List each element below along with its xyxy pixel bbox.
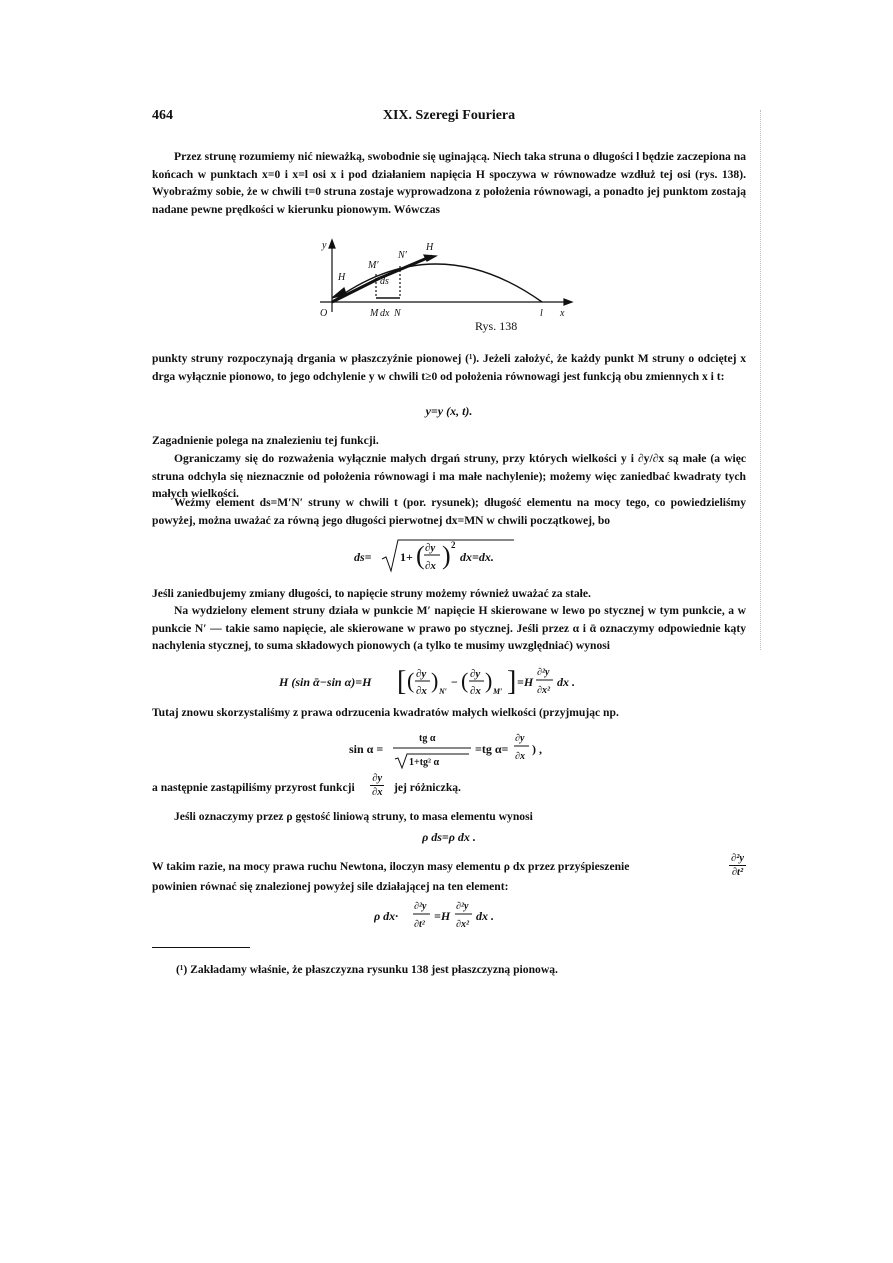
svg-text:∂t²: ∂t²: [414, 919, 425, 930]
paragraph-11: [152, 852, 746, 896]
paragraph-11-start: W takim razie, na mocy prawa ruchu Newtona, iloczyn masy elementu ρ dx przez przyśpieszenie: [152, 860, 630, 873]
svg-text:∂y: ∂y: [470, 668, 481, 680]
equation-sin-alpha-graphic: [349, 729, 549, 771]
svg-text:ds=: ds=: [354, 550, 372, 564]
label-ds: ds: [380, 276, 389, 287]
x-axis-arrow: [564, 299, 572, 305]
paragraph-5: Weźmy element ds=M′N′ struny w chwili t (por. rysunek); długość elementu na mocy tego, co powiedzieliśmy powyżej, można uważać za równą jego długości pierwotnej dx=MN w chwili początkowej, bo: [152, 496, 746, 527]
label-N: N: [394, 308, 401, 318]
svg-text:ρ dx·: ρ dx·: [374, 909, 399, 923]
label-H-left: H: [338, 272, 346, 283]
svg-text:tg α: tg α: [419, 733, 436, 744]
svg-text:=H: =H: [517, 675, 534, 689]
label-M: M: [370, 308, 379, 318]
svg-text:∂y: ∂y: [515, 733, 525, 744]
paragraph-11-end: powinien równać się znalezionej powyżej sile działającej na ten element:: [152, 880, 509, 893]
svg-text:∂x²: ∂x²: [456, 919, 469, 930]
fraction-dy-dx: ∂y ∂x: [372, 773, 383, 798]
footnote: (¹) Zakładamy właśnie, że płaszczyzna rysunku 138 jest płaszczyzną pionową.: [176, 963, 558, 976]
svg-text:∂y: ∂y: [425, 542, 436, 554]
label-M-prime: M′: [368, 260, 379, 271]
equation-mass: ρ ds=ρ dx .: [422, 830, 476, 844]
paragraph-6: Jeśli zaniedbujemy zmiany długości, to napięcie struny możemy również uważać za stałe.: [152, 587, 591, 600]
svg-text:M′: M′: [493, 687, 503, 696]
chapter-title: XIX. Szeregi Fouriera: [382, 108, 516, 123]
svg-text:−: −: [451, 675, 458, 689]
paragraph-8: Tutaj znowu skorzystaliśmy z prawa odrzucenia kwadratów małych wielkości (przyjmując np.: [152, 706, 619, 719]
equation-vertical-force: [152, 662, 746, 708]
paragraph-9: [152, 772, 746, 808]
svg-text:]: ]: [507, 666, 517, 697]
string-curve: [332, 264, 542, 302]
svg-text:∂x: ∂x: [425, 560, 436, 572]
label-x: x: [560, 308, 565, 318]
paragraph-4: Ograniczamy się do rozważenia wyłącznie małych drgań struny, przy których wielkości y i ∂y/∂x są małe (a więc struna odchyla się nieznacznie od położenia równowagi i ma małe nachylenie); możemy więc zaniedbać kwadraty tych małych wielkości.: [152, 452, 746, 501]
running-header: [152, 108, 746, 128]
label-O: O: [320, 308, 328, 318]
svg-text:1+tg² α: 1+tg² α: [409, 757, 440, 768]
equation-sin-alpha: [152, 729, 746, 775]
footnote-rule: [152, 947, 250, 948]
label-l: l: [540, 308, 543, 318]
paragraph-7: Na wydzielony element struny działa w punkcie M′ napięcie H skierowane w lewo po stycznej w tym punkcie, a w punkcie N′ — takie samo napięcie, ale skierowane w prawo po stycznej. Jeśli przez α i ᾱ oznaczymy odpowiednie kąty nachylenia stycznej, to suma składowych pionowych (a tylko te musimy uwzględniać) wynosi: [152, 604, 746, 653]
svg-text:∂²y: ∂²y: [414, 901, 427, 912]
svg-text:∂x: ∂x: [515, 751, 525, 762]
equation-force-graphic: [279, 662, 619, 704]
svg-text:=tg α=: =tg α=: [475, 742, 509, 756]
svg-text:∂x²: ∂x²: [537, 685, 550, 696]
page-number: 464: [152, 108, 173, 123]
svg-text:N′: N′: [439, 687, 448, 696]
y-axis-arrow: [329, 240, 335, 248]
svg-text:[: [: [397, 666, 407, 697]
paragraph-2: punkty struny rozpoczynają drgania w płaszczyźnie pionowej (¹). Jeżeli założyć, że każdy punkt M struny o odciętej x drga wyłącznie pionowo, to jego odchylenie y w chwili t≥0 od położenia równowagi jest funkcją obu zmiennych x i t:: [152, 352, 746, 383]
figure-138-string-diagram: [310, 236, 580, 318]
paragraph-3: Zagadnienie polega na znalezieniu tej funkcji.: [152, 434, 379, 447]
paragraph-1: Przez strunę rozumiemy nić nieważką, swobodnie się uginającą. Niech taka struna o długości l będzie zaczepiona na końcach w punktach x=0 i x=l osi x i pod działaniem napięcia H spoczywa w równowadze wzdłuż tej osi (rys. 138). Wyobraźmy sobie, że w chwili t=0 struna zostaje wyprowadzona z położenia równowagi, a ponadto jej punktom zostają nadane pewne prędkości w kierunku pionowym. Wówczas: [152, 150, 746, 216]
label-H-right: H: [426, 242, 434, 253]
paragraph-10: Jeśli oznaczymy przez ρ gęstość liniową struny, to masa elementu wynosi: [174, 810, 533, 823]
svg-text:): ): [485, 668, 493, 693]
svg-text:=H: =H: [434, 909, 451, 923]
svg-text:dx .: dx .: [557, 675, 575, 689]
svg-text:H (sin ᾱ−sin α)=H: H (sin ᾱ−sin α)=H: [279, 675, 372, 689]
svg-text:(: (: [416, 541, 425, 570]
svg-text:(: (: [461, 668, 469, 693]
equation-y-of-x-t: y=y (x, t).: [425, 404, 473, 418]
figure-caption: Rys. 138: [475, 319, 518, 333]
svg-text:(: (: [407, 668, 415, 693]
svg-text:∂y: ∂y: [416, 668, 427, 680]
svg-text:∂²y: ∂²y: [537, 667, 550, 678]
equation-ds: [152, 537, 746, 579]
svg-text:sin α =: sin α =: [349, 742, 384, 756]
label-N-prime: N′: [398, 250, 407, 261]
equation-ds-graphic: [354, 537, 544, 575]
svg-text:): ): [431, 668, 439, 693]
equation-wave-graphic: [374, 900, 524, 936]
scan-edge: [759, 110, 761, 650]
equation-wave: [152, 900, 746, 940]
svg-text:2: 2: [451, 540, 456, 550]
svg-text:∂x: ∂x: [416, 685, 427, 697]
svg-text:1+: 1+: [400, 550, 413, 564]
svg-text:∂x: ∂x: [470, 685, 481, 697]
label-dx: dx: [380, 308, 390, 318]
svg-text:∂²y: ∂²y: [456, 901, 469, 912]
svg-text:dx .: dx .: [476, 909, 494, 923]
svg-text:dx=dx.: dx=dx.: [460, 550, 494, 564]
fraction-d2y-dt2: ∂²y ∂t²: [731, 853, 744, 878]
svg-text:): ): [442, 541, 451, 570]
label-y: y: [322, 240, 327, 251]
paragraph-9-end: jej różniczką.: [394, 781, 461, 794]
svg-text:) ,: ) ,: [532, 742, 542, 756]
paragraph-9-start: a następnie zastąpiliśmy przyrost funkcji: [152, 781, 355, 794]
